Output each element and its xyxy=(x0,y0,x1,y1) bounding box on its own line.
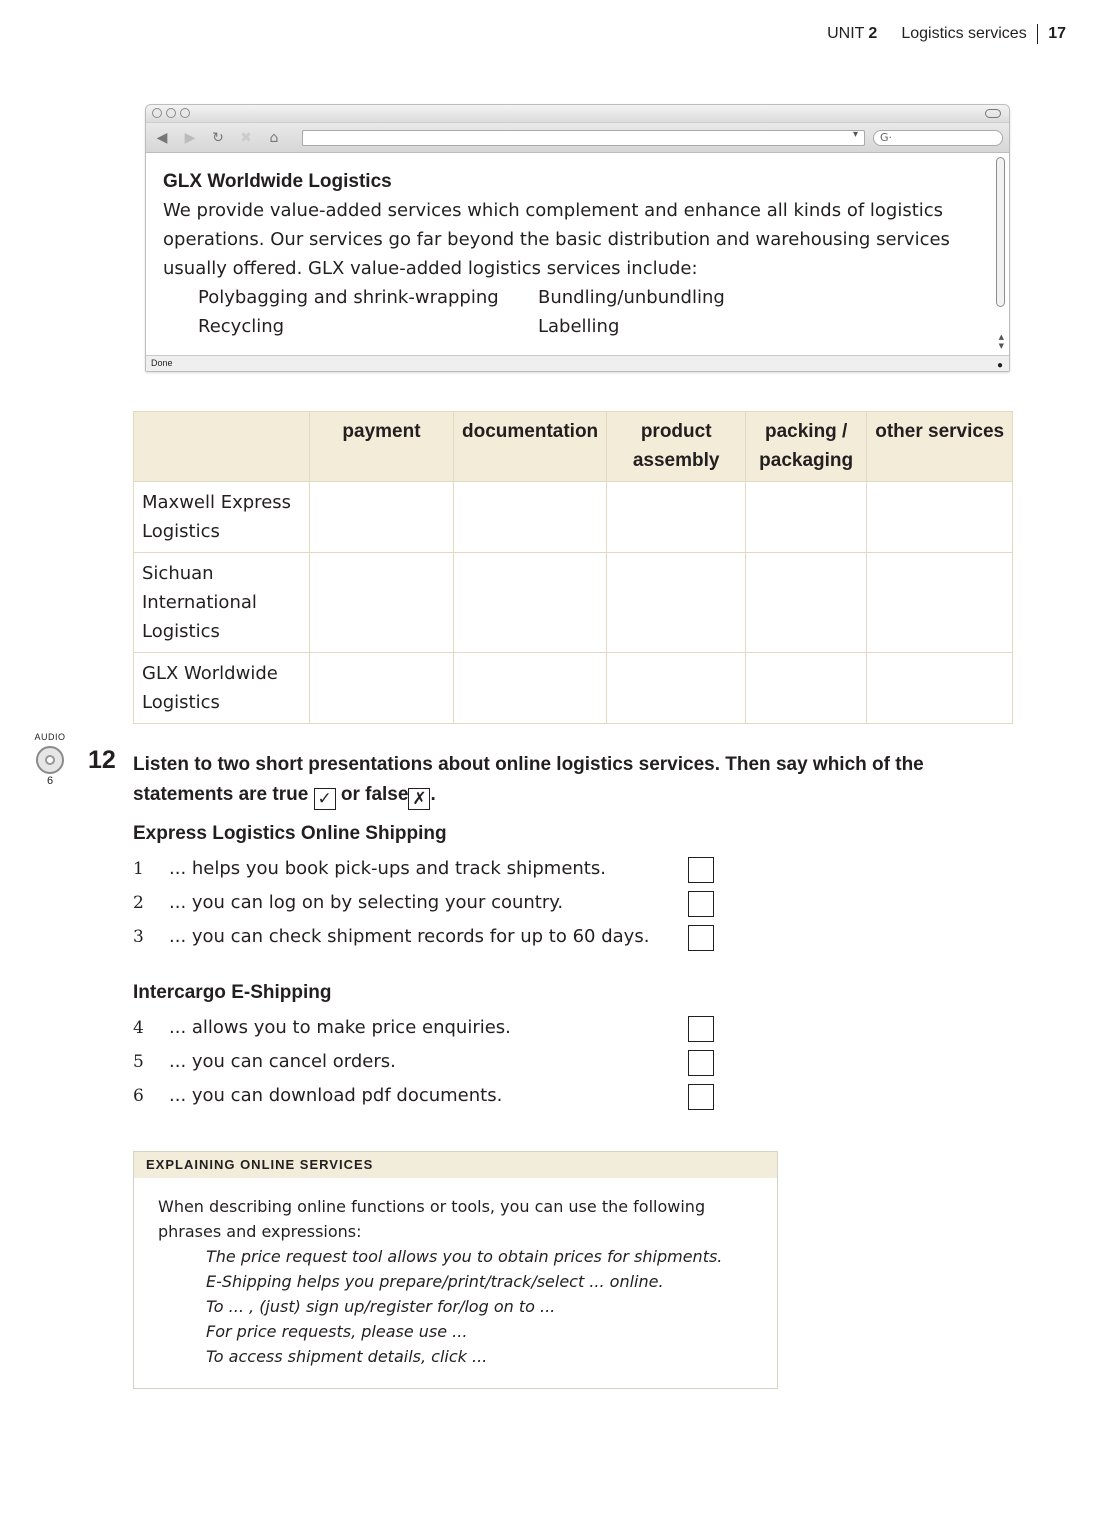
explain-intro-line: When describing online functions or tools, you can use the following xyxy=(158,1197,706,1216)
section-title: Express Logistics Online Shipping xyxy=(133,823,447,844)
answer-cell[interactable] xyxy=(867,653,1013,724)
phrase-item: E-Shipping helps you prepare/print/track/select ... online. xyxy=(206,1272,664,1291)
answer-cell[interactable] xyxy=(454,482,607,553)
table-row xyxy=(134,482,1013,553)
audio-label: AUDIO xyxy=(34,732,66,742)
answer-cell[interactable] xyxy=(867,553,1013,653)
intro-line-2: operations. Our services go far beyond the basic distribution and warehousing services xyxy=(163,229,950,250)
item-text: ... you can download pdf documents. xyxy=(169,1085,503,1106)
table-header-cell: product assembly xyxy=(607,412,746,482)
true-check-icon: ✓ xyxy=(314,788,336,810)
minimize-window-button[interactable] xyxy=(166,108,176,118)
audio-marker xyxy=(30,732,70,787)
item-text: ... allows you to make price enquiries. xyxy=(169,1017,511,1038)
company-name: GLX Worldwide Logistics xyxy=(163,171,392,192)
phrase-item: The price request tool allows you to obtain prices for shipments. xyxy=(206,1247,723,1266)
list-item xyxy=(133,1014,723,1048)
unit-number: 2 xyxy=(868,25,878,42)
phrase-list xyxy=(206,1244,753,1369)
stop-icon[interactable]: ✖ xyxy=(240,129,252,146)
list-item xyxy=(133,1082,723,1116)
answer-cell[interactable] xyxy=(746,482,867,553)
answer-checkbox[interactable] xyxy=(688,1016,714,1042)
table-header-cell: documentation xyxy=(454,412,607,482)
item-number: 6 xyxy=(133,1086,144,1106)
explain-intro-line: phrases and expressions: xyxy=(158,1222,362,1241)
address-bar[interactable] xyxy=(302,130,865,146)
phrase-item: For price requests, please use ... xyxy=(206,1322,468,1341)
table-header-cell: other services xyxy=(867,412,1013,482)
item-text: ... you can cancel orders. xyxy=(169,1051,396,1072)
answer-checkbox[interactable] xyxy=(688,891,714,917)
chevron-down-icon[interactable]: ▾ xyxy=(852,128,858,140)
reload-icon[interactable]: ↻ xyxy=(212,129,224,146)
browser-window xyxy=(145,104,1010,372)
item-number: 1 xyxy=(133,859,144,879)
item-number: 3 xyxy=(133,927,144,947)
browser-content xyxy=(163,167,963,341)
services-list xyxy=(198,283,963,341)
answer-checkbox[interactable] xyxy=(688,1084,714,1110)
statement-list xyxy=(133,1014,723,1116)
answer-cell[interactable] xyxy=(454,653,607,724)
table-row xyxy=(134,553,1013,653)
answer-cell[interactable] xyxy=(607,553,746,653)
answer-checkbox[interactable] xyxy=(688,925,714,951)
explaining-box-body xyxy=(134,1178,777,1369)
item-number: 4 xyxy=(133,1018,144,1038)
forward-arrow-icon[interactable]: ▶ xyxy=(184,129,196,146)
list-item xyxy=(133,923,723,957)
back-arrow-icon[interactable]: ◀ xyxy=(156,129,168,146)
answer-cell[interactable] xyxy=(746,553,867,653)
toolbar-toggle-button[interactable] xyxy=(985,109,1001,118)
section-title: Intercargo E-Shipping xyxy=(133,982,332,1003)
item-number: 5 xyxy=(133,1052,144,1072)
phrase-item: To ... , (just) sign up/register for/log on to ... xyxy=(206,1297,556,1316)
browser-statusbar xyxy=(146,355,1009,371)
browser-titlebar xyxy=(146,105,1009,123)
statement-list xyxy=(133,855,723,957)
answer-cell[interactable] xyxy=(607,653,746,724)
instruction-text: Listen to two short presentations about online logistics services. Then say which of the statements are true xyxy=(133,754,924,805)
info-icon: ● xyxy=(996,360,1003,371)
answer-cell[interactable] xyxy=(310,553,454,653)
service-item: Bundling/unbundling xyxy=(538,287,725,308)
service-item: Polybagging and shrink-wrapping xyxy=(198,287,499,308)
scroll-arrows-icon[interactable]: ▲ ▼ xyxy=(998,333,1004,350)
audio-track-number: 6 xyxy=(46,775,54,787)
instruction-end: . xyxy=(430,784,436,805)
item-text: ... you can log on by selecting your country. xyxy=(169,892,564,913)
intro-line-3: usually offered. GLX value-added logistics services include: xyxy=(163,258,698,279)
table-header-cell xyxy=(134,412,310,482)
exercise-instruction xyxy=(133,750,973,810)
table-header-row xyxy=(134,412,1013,482)
unit-title: Logistics services xyxy=(901,25,1027,42)
explaining-box-title: EXPLAINING ONLINE SERVICES xyxy=(134,1152,777,1178)
header-divider xyxy=(1037,24,1039,44)
table-header-cell: packing / packaging xyxy=(746,412,867,482)
answer-checkbox[interactable] xyxy=(688,1050,714,1076)
answer-cell[interactable] xyxy=(746,653,867,724)
answer-checkbox[interactable] xyxy=(688,857,714,883)
list-item xyxy=(133,889,723,923)
company-cell: Maxwell Express Logistics xyxy=(134,482,310,553)
status-text: Done xyxy=(151,358,173,368)
item-number: 2 xyxy=(133,893,144,913)
answer-cell[interactable] xyxy=(607,482,746,553)
list-item xyxy=(133,855,723,889)
item-text: ... you can check shipment records for up to 60 days. xyxy=(169,926,650,947)
answer-cell[interactable] xyxy=(310,482,454,553)
list-item xyxy=(133,1048,723,1082)
home-icon[interactable]: ⌂ xyxy=(269,129,279,146)
browser-toolbar xyxy=(146,123,1009,153)
close-window-button[interactable] xyxy=(152,108,162,118)
page-header xyxy=(827,24,1066,44)
item-text: ... helps you book pick-ups and track shipments. xyxy=(169,858,606,879)
answer-cell[interactable] xyxy=(454,553,607,653)
scrollbar-thumb[interactable] xyxy=(996,157,1005,307)
cd-icon[interactable] xyxy=(36,746,64,774)
answer-cell[interactable] xyxy=(867,482,1013,553)
company-cell: GLX Worldwide Logistics xyxy=(134,653,310,724)
services-table xyxy=(133,411,1013,724)
company-cell: Sichuan International Logistics xyxy=(134,553,310,653)
instruction-or: or false xyxy=(340,784,409,805)
search-input[interactable]: G· xyxy=(873,130,1003,146)
service-item: Labelling xyxy=(538,316,620,337)
table-row xyxy=(134,653,1013,724)
false-cross-icon: ✗ xyxy=(408,788,430,810)
service-item: Recycling xyxy=(198,316,285,337)
zoom-window-button[interactable] xyxy=(180,108,190,118)
table-header-cell: payment xyxy=(310,412,454,482)
phrase-item: To access shipment details, click ... xyxy=(206,1347,488,1366)
exercise-number: 12 xyxy=(88,746,116,774)
page-number: 17 xyxy=(1048,25,1066,42)
explaining-box xyxy=(133,1151,778,1389)
intro-line-1: We provide value-added services which complement and enhance all kinds of logistics xyxy=(163,200,944,221)
unit-label: UNIT xyxy=(827,25,865,42)
answer-cell[interactable] xyxy=(310,653,454,724)
